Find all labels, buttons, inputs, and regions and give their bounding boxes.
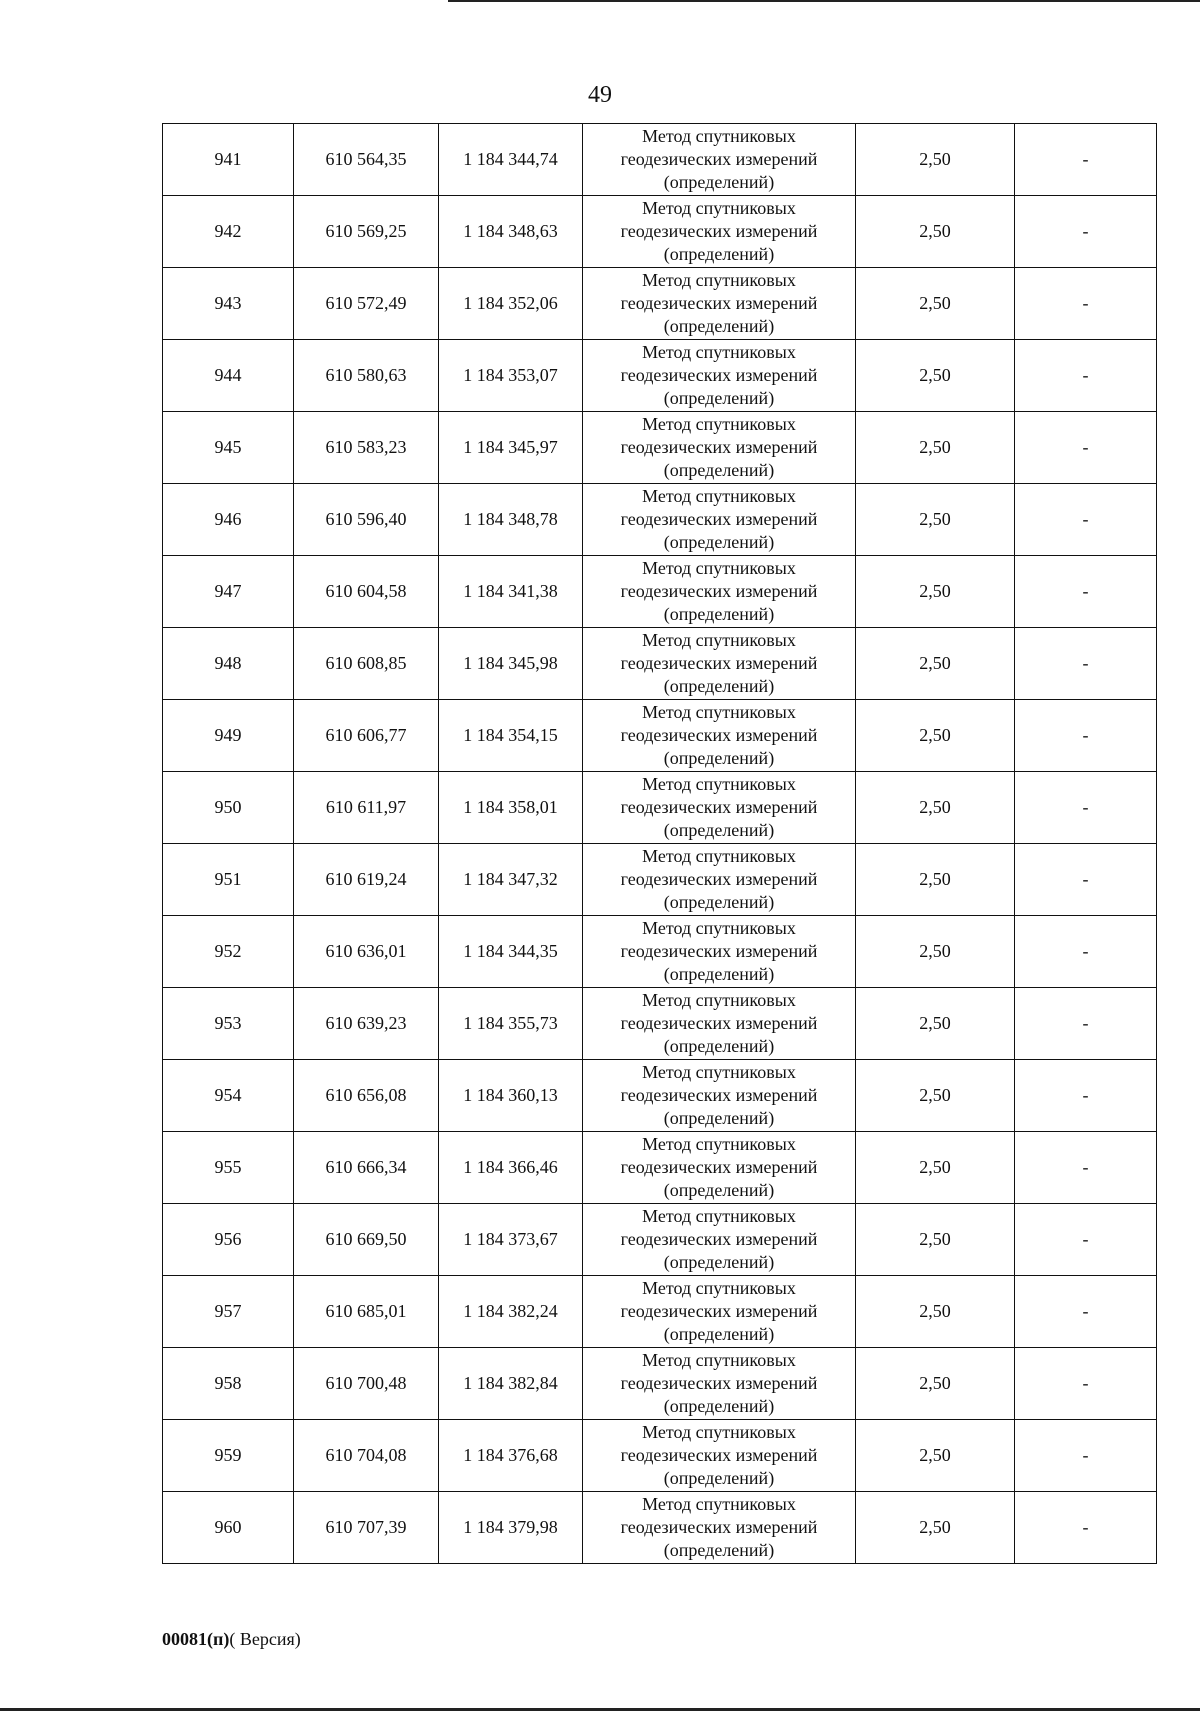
table-row	[163, 1492, 1157, 1564]
point-number-cell: 952	[163, 916, 294, 988]
method-line: геодезических измерений	[620, 1517, 818, 1537]
y-coordinate-cell: 1 184 355,73	[439, 988, 583, 1060]
method-line: Метод спутниковых	[642, 342, 796, 362]
note-cell: -	[1015, 556, 1157, 628]
method-line: (определений)	[663, 1468, 775, 1488]
method-cell	[583, 412, 856, 484]
method-line: (определений)	[663, 1180, 775, 1200]
y-coordinate-cell: 1 184 376,68	[439, 1420, 583, 1492]
note-cell: -	[1015, 772, 1157, 844]
table-row	[163, 1132, 1157, 1204]
accuracy-cell: 2,50	[856, 484, 1015, 556]
method-cell	[583, 628, 856, 700]
y-coordinate-cell: 1 184 382,84	[439, 1348, 583, 1420]
table-row	[163, 1276, 1157, 1348]
method-cell	[583, 556, 856, 628]
method-line: Метод спутниковых	[642, 918, 796, 938]
table-row	[163, 1348, 1157, 1420]
y-coordinate-cell: 1 184 379,98	[439, 1492, 583, 1564]
note-cell: -	[1015, 844, 1157, 916]
point-number-cell: 957	[163, 1276, 294, 1348]
table-row	[163, 1204, 1157, 1276]
method-cell	[583, 1276, 856, 1348]
x-coordinate-cell: 610 656,08	[294, 1060, 439, 1132]
x-coordinate-cell: 610 704,08	[294, 1420, 439, 1492]
x-coordinate-cell: 610 580,63	[294, 340, 439, 412]
point-number-cell: 960	[163, 1492, 294, 1564]
x-coordinate-cell: 610 583,23	[294, 412, 439, 484]
note-cell: -	[1015, 412, 1157, 484]
table-row	[163, 340, 1157, 412]
note-cell: -	[1015, 1204, 1157, 1276]
document-code-number: 00081(п)	[162, 1629, 230, 1649]
accuracy-cell: 2,50	[856, 1348, 1015, 1420]
table-row	[163, 700, 1157, 772]
note-cell: -	[1015, 1348, 1157, 1420]
method-cell	[583, 1060, 856, 1132]
point-number-cell: 941	[163, 124, 294, 196]
accuracy-cell: 2,50	[856, 700, 1015, 772]
method-line: (определений)	[663, 748, 775, 768]
x-coordinate-cell: 610 619,24	[294, 844, 439, 916]
method-line: (определений)	[663, 820, 775, 840]
method-line: геодезических измерений	[620, 1373, 818, 1393]
method-line: геодезических измерений	[620, 1013, 818, 1033]
method-line: Метод спутниковых	[642, 486, 796, 506]
accuracy-cell: 2,50	[856, 844, 1015, 916]
method-line: (определений)	[663, 1324, 775, 1344]
y-coordinate-cell: 1 184 345,97	[439, 412, 583, 484]
method-cell	[583, 1348, 856, 1420]
method-line: (определений)	[663, 460, 775, 480]
method-line: (определений)	[663, 244, 775, 264]
y-coordinate-cell: 1 184 344,35	[439, 916, 583, 988]
point-number-cell: 944	[163, 340, 294, 412]
accuracy-cell: 2,50	[856, 556, 1015, 628]
method-line: Метод спутниковых	[642, 630, 796, 650]
note-cell: -	[1015, 916, 1157, 988]
method-line: Метод спутниковых	[642, 1278, 796, 1298]
y-coordinate-cell: 1 184 353,07	[439, 340, 583, 412]
method-line: Метод спутниковых	[642, 774, 796, 794]
method-line: Метод спутниковых	[642, 414, 796, 434]
method-line: Метод спутниковых	[642, 270, 796, 290]
x-coordinate-cell: 610 666,34	[294, 1132, 439, 1204]
method-line: Метод спутниковых	[642, 702, 796, 722]
note-cell: -	[1015, 340, 1157, 412]
method-line: геодезических измерений	[620, 581, 818, 601]
method-line: геодезических измерений	[620, 941, 818, 961]
note-cell: -	[1015, 988, 1157, 1060]
method-line: геодезических измерений	[620, 221, 818, 241]
y-coordinate-cell: 1 184 360,13	[439, 1060, 583, 1132]
x-coordinate-cell: 610 636,01	[294, 916, 439, 988]
point-number-cell: 950	[163, 772, 294, 844]
table-row	[163, 196, 1157, 268]
method-line: Метод спутниковых	[642, 1422, 796, 1442]
document-code	[162, 1627, 301, 1651]
note-cell: -	[1015, 1276, 1157, 1348]
page-number: 49	[588, 82, 612, 108]
x-coordinate-cell: 610 604,58	[294, 556, 439, 628]
x-coordinate-cell: 610 572,49	[294, 268, 439, 340]
accuracy-cell: 2,50	[856, 628, 1015, 700]
method-line: Метод спутниковых	[642, 1350, 796, 1370]
method-line: (определений)	[663, 172, 775, 192]
point-number-cell: 943	[163, 268, 294, 340]
method-line: геодезических измерений	[620, 1085, 818, 1105]
accuracy-cell: 2,50	[856, 1276, 1015, 1348]
y-coordinate-cell: 1 184 354,15	[439, 700, 583, 772]
accuracy-cell: 2,50	[856, 1060, 1015, 1132]
method-line: геодезических измерений	[620, 1445, 818, 1465]
note-cell: -	[1015, 196, 1157, 268]
method-cell	[583, 268, 856, 340]
table-row	[163, 124, 1157, 196]
method-cell	[583, 1132, 856, 1204]
table-row	[163, 844, 1157, 916]
note-cell: -	[1015, 628, 1157, 700]
x-coordinate-cell: 610 611,97	[294, 772, 439, 844]
method-line: (определений)	[663, 604, 775, 624]
note-cell: -	[1015, 700, 1157, 772]
accuracy-cell: 2,50	[856, 988, 1015, 1060]
method-line: Метод спутниковых	[642, 1206, 796, 1226]
method-line: геодезических измерений	[620, 869, 818, 889]
point-number-cell: 948	[163, 628, 294, 700]
method-line: (определений)	[663, 1252, 775, 1272]
table-row	[163, 556, 1157, 628]
method-line: Метод спутниковых	[642, 1134, 796, 1154]
table-row	[163, 484, 1157, 556]
table-row	[163, 772, 1157, 844]
method-cell	[583, 1492, 856, 1564]
method-line: геодезических измерений	[620, 365, 818, 385]
point-number-cell: 946	[163, 484, 294, 556]
point-number-cell: 945	[163, 412, 294, 484]
x-coordinate-cell: 610 685,01	[294, 1276, 439, 1348]
note-cell: -	[1015, 484, 1157, 556]
x-coordinate-cell: 610 608,85	[294, 628, 439, 700]
method-cell	[583, 1420, 856, 1492]
table-row	[163, 988, 1157, 1060]
table-row	[163, 916, 1157, 988]
method-line: (определений)	[663, 964, 775, 984]
table-row	[163, 628, 1157, 700]
accuracy-cell: 2,50	[856, 1492, 1015, 1564]
table-row	[163, 412, 1157, 484]
method-cell	[583, 988, 856, 1060]
method-line: геодезических измерений	[620, 653, 818, 673]
y-coordinate-cell: 1 184 352,06	[439, 268, 583, 340]
document-code-version: ( Версия)	[229, 1629, 301, 1649]
y-coordinate-cell: 1 184 348,78	[439, 484, 583, 556]
note-cell: -	[1015, 1060, 1157, 1132]
method-line: (определений)	[663, 532, 775, 552]
method-line: (определений)	[663, 388, 775, 408]
x-coordinate-cell: 610 606,77	[294, 700, 439, 772]
method-line: геодезических измерений	[620, 1301, 818, 1321]
x-coordinate-cell: 610 707,39	[294, 1492, 439, 1564]
method-cell	[583, 772, 856, 844]
method-line: геодезических измерений	[620, 437, 818, 457]
top-border-line	[448, 0, 1200, 2]
method-line: геодезических измерений	[620, 1229, 818, 1249]
y-coordinate-cell: 1 184 345,98	[439, 628, 583, 700]
note-cell: -	[1015, 1132, 1157, 1204]
point-number-cell: 959	[163, 1420, 294, 1492]
method-line: геодезических измерений	[620, 1157, 818, 1177]
coordinates-table	[162, 123, 1157, 1564]
method-line: Метод спутниковых	[642, 846, 796, 866]
method-cell	[583, 1204, 856, 1276]
note-cell: -	[1015, 1420, 1157, 1492]
point-number-cell: 942	[163, 196, 294, 268]
point-number-cell: 956	[163, 1204, 294, 1276]
x-coordinate-cell: 610 564,35	[294, 124, 439, 196]
note-cell: -	[1015, 124, 1157, 196]
method-line: геодезических измерений	[620, 509, 818, 529]
bottom-border-line	[0, 1708, 1200, 1711]
point-number-cell: 949	[163, 700, 294, 772]
method-cell	[583, 916, 856, 988]
accuracy-cell: 2,50	[856, 772, 1015, 844]
accuracy-cell: 2,50	[856, 412, 1015, 484]
point-number-cell: 951	[163, 844, 294, 916]
y-coordinate-cell: 1 184 348,63	[439, 196, 583, 268]
accuracy-cell: 2,50	[856, 268, 1015, 340]
accuracy-cell: 2,50	[856, 124, 1015, 196]
method-line: (определений)	[663, 1396, 775, 1416]
x-coordinate-cell: 610 596,40	[294, 484, 439, 556]
point-number-cell: 958	[163, 1348, 294, 1420]
method-cell	[583, 844, 856, 916]
method-line: Метод спутниковых	[642, 126, 796, 146]
accuracy-cell: 2,50	[856, 1420, 1015, 1492]
accuracy-cell: 2,50	[856, 1204, 1015, 1276]
method-line: (определений)	[663, 1108, 775, 1128]
method-line: Метод спутниковых	[642, 1062, 796, 1082]
method-line: (определений)	[663, 316, 775, 336]
point-number-cell: 953	[163, 988, 294, 1060]
method-cell	[583, 340, 856, 412]
method-line: (определений)	[663, 676, 775, 696]
table-row	[163, 268, 1157, 340]
y-coordinate-cell: 1 184 358,01	[439, 772, 583, 844]
y-coordinate-cell: 1 184 373,67	[439, 1204, 583, 1276]
coordinates-table-body	[163, 124, 1157, 1564]
point-number-cell: 947	[163, 556, 294, 628]
method-line: геодезических измерений	[620, 293, 818, 313]
note-cell: -	[1015, 268, 1157, 340]
x-coordinate-cell: 610 669,50	[294, 1204, 439, 1276]
y-coordinate-cell: 1 184 382,24	[439, 1276, 583, 1348]
method-line: (определений)	[663, 1036, 775, 1056]
y-coordinate-cell: 1 184 347,32	[439, 844, 583, 916]
note-cell: -	[1015, 1492, 1157, 1564]
point-number-cell: 954	[163, 1060, 294, 1132]
accuracy-cell: 2,50	[856, 1132, 1015, 1204]
method-cell	[583, 124, 856, 196]
method-line: Метод спутниковых	[642, 990, 796, 1010]
point-number-cell: 955	[163, 1132, 294, 1204]
method-cell	[583, 700, 856, 772]
x-coordinate-cell: 610 639,23	[294, 988, 439, 1060]
accuracy-cell: 2,50	[856, 196, 1015, 268]
method-line: (определений)	[663, 1540, 775, 1560]
method-line: (определений)	[663, 892, 775, 912]
table-row	[163, 1060, 1157, 1132]
accuracy-cell: 2,50	[856, 916, 1015, 988]
y-coordinate-cell: 1 184 366,46	[439, 1132, 583, 1204]
method-line: Метод спутниковых	[642, 1494, 796, 1514]
method-line: Метод спутниковых	[642, 198, 796, 218]
method-line: геодезических измерений	[620, 797, 818, 817]
accuracy-cell: 2,50	[856, 340, 1015, 412]
method-line: геодезических измерений	[620, 725, 818, 745]
table-row	[163, 1420, 1157, 1492]
y-coordinate-cell: 1 184 344,74	[439, 124, 583, 196]
y-coordinate-cell: 1 184 341,38	[439, 556, 583, 628]
method-cell	[583, 196, 856, 268]
x-coordinate-cell: 610 569,25	[294, 196, 439, 268]
method-line: Метод спутниковых	[642, 558, 796, 578]
method-line: геодезических измерений	[620, 149, 818, 169]
x-coordinate-cell: 610 700,48	[294, 1348, 439, 1420]
method-cell	[583, 484, 856, 556]
